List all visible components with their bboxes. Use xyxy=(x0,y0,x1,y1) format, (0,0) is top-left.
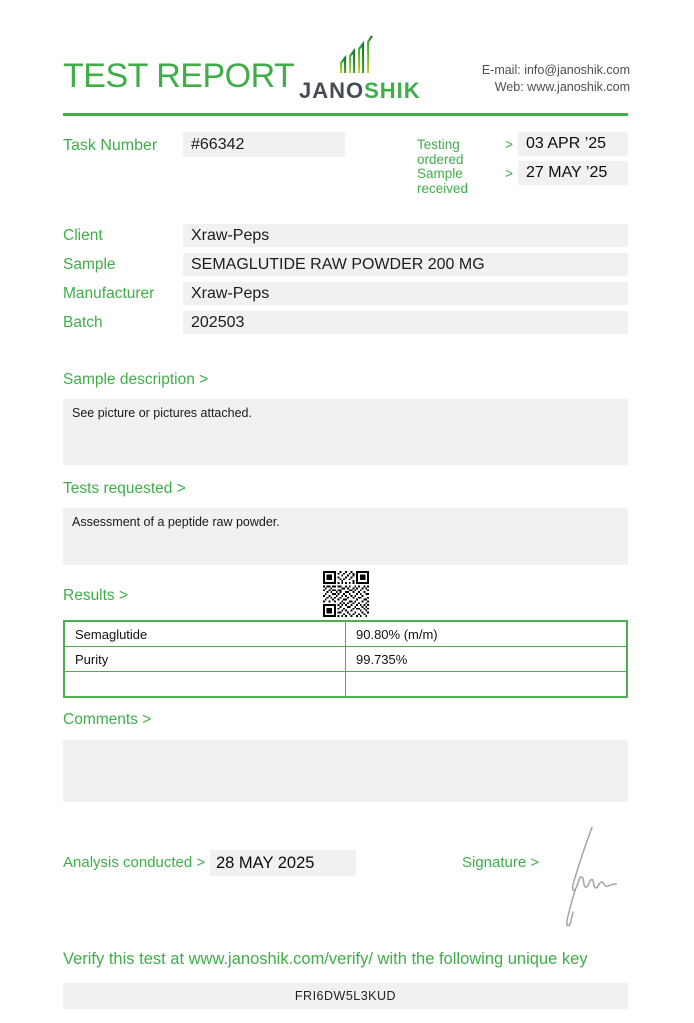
results-heading: Results > xyxy=(63,587,129,604)
testing-ordered-label xyxy=(417,137,513,167)
logo xyxy=(299,34,421,104)
contact-web-line xyxy=(482,79,630,96)
sample-description-heading: Sample description > xyxy=(63,371,209,388)
contact-email-line xyxy=(482,62,630,79)
sample-label: Sample xyxy=(63,256,116,273)
task-number-label: Task Number xyxy=(63,137,158,154)
testing-ordered-text: Testing ordered xyxy=(417,137,464,167)
result-value-cell xyxy=(346,672,628,698)
client-label: Client xyxy=(63,227,103,244)
web-value: www.janoshik.com xyxy=(527,80,630,94)
analysis-date-value: 28 MAY 2025 xyxy=(210,850,356,876)
comments-box xyxy=(63,740,628,802)
sample-received-value: 27 MAY ’25 xyxy=(518,161,628,185)
header-divider xyxy=(63,113,628,116)
manufacturer-label: Manufacturer xyxy=(63,285,155,302)
result-value-cell: 90.80% (m/m) xyxy=(346,621,628,647)
email-value: info@janoshik.com xyxy=(524,63,630,77)
analysis-conducted-label: Analysis conducted > xyxy=(63,854,206,871)
comments-heading: Comments > xyxy=(63,711,152,728)
verify-instruction: Verify this test at www.janoshik.com/verify/ with the following unique key xyxy=(63,950,588,968)
results-table xyxy=(63,620,628,698)
client-value: Xraw-Peps xyxy=(183,224,628,247)
logo-text-dark: JANO xyxy=(299,78,365,103)
tests-requested-box: Assessment of a peptide raw powder. xyxy=(63,508,628,565)
task-number-value: #66342 xyxy=(183,132,345,157)
qr-code xyxy=(323,571,369,617)
web-label: Web: xyxy=(494,80,524,94)
result-name-cell: Purity xyxy=(64,647,346,672)
email-label: E-mail: xyxy=(481,63,521,77)
signature-label: Signature > xyxy=(462,854,540,871)
batch-label: Batch xyxy=(63,314,103,331)
manufacturer-value: Xraw-Peps xyxy=(183,282,628,305)
contact-info xyxy=(482,62,630,96)
batch-value: 202503 xyxy=(183,311,628,334)
sample-description-box: See picture or pictures attached. xyxy=(63,399,628,465)
table-row xyxy=(64,647,627,672)
verify-key: FRI6DW5L3KUD xyxy=(63,983,628,1009)
result-name-cell: Semaglutide xyxy=(64,621,346,647)
chevron-right-glyph: > xyxy=(505,166,513,181)
chart-bars-icon xyxy=(324,34,386,76)
page-title: TEST REPORT xyxy=(63,57,295,95)
result-value-cell: 99.735% xyxy=(346,647,628,672)
logo-text-green: SHIK xyxy=(364,78,421,103)
table-row xyxy=(64,672,627,698)
handwritten-signature xyxy=(548,810,620,940)
sample-received-label xyxy=(417,166,513,196)
sample-received-text: Sample received xyxy=(417,166,469,196)
logo-wordmark xyxy=(299,78,421,104)
result-name-cell xyxy=(64,672,346,698)
tests-requested-heading: Tests requested > xyxy=(63,480,186,497)
chevron-right-glyph: > xyxy=(505,137,513,152)
testing-ordered-value: 03 APR ’25 xyxy=(518,132,628,156)
sample-value: SEMAGLUTIDE RAW POWDER 200 MG xyxy=(183,253,628,276)
table-row xyxy=(64,621,627,647)
